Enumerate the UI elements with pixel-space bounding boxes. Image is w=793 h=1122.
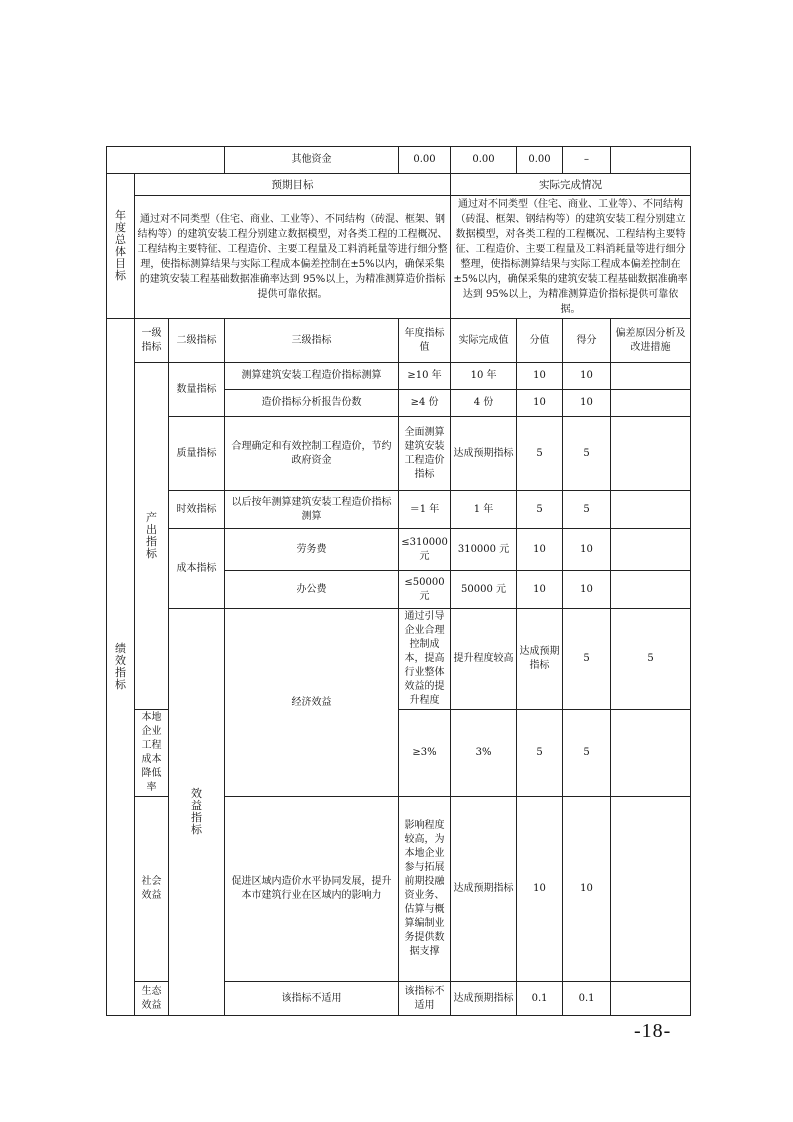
- performance-table: [106, 146, 691, 1016]
- header-level2: 二级指标: [169, 319, 225, 363]
- value-cell: 5: [517, 491, 563, 529]
- performance-section-label: 绩效指标: [107, 319, 135, 1016]
- value-cell: 5: [517, 710, 563, 797]
- actual-completion-text: 通过对不同类型（住宅、商业、工业等）、不同结构（砖混、框架、钢结构等）的建筑安装工程分别建立数据模型，对各类工程的工程概况、工程结构主要特征、工程造价、主要工程量及工料消耗量等进行细分整理，使指标测算结果与实际工程成本偏差控制在±5%以内，确保采集的建筑安装工程基础数据准确率达到 95%以上，为精准测算造价指标提供可靠依据。: [451, 196, 691, 319]
- indicator-header-row: [107, 319, 691, 363]
- level3-cell: 以后按年测算建筑安装工程造价指标测算: [225, 491, 399, 529]
- level3-cell: 劳务费: [225, 529, 399, 571]
- actual-cell: 50000 元: [451, 571, 517, 609]
- level3-cell: 办公费: [225, 571, 399, 609]
- level3-cell: 测算建筑安装工程造价指标测算: [225, 363, 399, 390]
- deviation-cell: [611, 982, 691, 1016]
- value-cell: 10: [517, 363, 563, 390]
- target-cell: 提升程度较高: [451, 609, 517, 710]
- cost-indicator-label: 成本指标: [169, 529, 225, 609]
- actual-cell: 310000 元: [451, 529, 517, 571]
- value-cell: 10: [517, 529, 563, 571]
- annual-goal-header-row: [107, 174, 691, 196]
- deviation-cell: [611, 491, 691, 529]
- actual-completion-header: 实际完成情况: [451, 174, 691, 196]
- target-cell: ≤310000元: [399, 529, 451, 571]
- header-deviation: 偏差原因分析及改进措施: [611, 319, 691, 363]
- level3-cell: 促进区域内造价水平协同发展，提升本市建筑行业在区域内的影响力: [225, 797, 399, 982]
- target-cell: ≥4 份: [399, 390, 451, 417]
- table-row: [107, 491, 691, 529]
- table-row: [107, 609, 691, 710]
- annual-goal-label: 年度总体目标: [107, 174, 135, 319]
- level3-cell: 合理确定和有效控制工程造价，节约政府资金: [225, 417, 399, 491]
- social-benefit-label: 社会效益: [135, 797, 169, 982]
- other-funds-row: [107, 147, 691, 174]
- ecological-benefit-label: 生态效益: [135, 982, 169, 1016]
- target-cell: 该指标不适用: [399, 982, 451, 1016]
- score-cell: 10: [563, 363, 611, 390]
- actual-cell: 3%: [451, 710, 517, 797]
- annual-goal-content-row: [107, 196, 691, 319]
- target-cell: ＝1 年: [399, 491, 451, 529]
- target-cell: 影响程度较高，为本地企业参与拓展前期投融资业务、估算与概算编制业务提供数据支撑: [399, 797, 451, 982]
- header-level3: 三级指标: [225, 319, 399, 363]
- economic-benefit-label: 经济效益: [225, 609, 399, 797]
- score-cell: 0.1: [563, 982, 611, 1016]
- score-cell: 10: [563, 797, 611, 982]
- score-cell: 5: [563, 417, 611, 491]
- value-cell: 5: [517, 417, 563, 491]
- value-cell: 10: [517, 390, 563, 417]
- deviation-cell: [611, 417, 691, 491]
- timeliness-indicator-label: 时效指标: [169, 491, 225, 529]
- score-cell: 10: [563, 529, 611, 571]
- actual-cell: 达成预期指标: [451, 982, 517, 1016]
- deviation-cell: [611, 529, 691, 571]
- score-cell: 5: [611, 609, 691, 710]
- header-annual-target: 年度指标值: [399, 319, 451, 363]
- quality-indicator-label: 质量指标: [169, 417, 225, 491]
- actual-cell: 4 份: [451, 390, 517, 417]
- funds-value-4: –: [563, 147, 611, 174]
- funds-label: 其他资金: [225, 147, 399, 174]
- deviation-cell: [611, 797, 691, 982]
- deviation-cell: [611, 710, 691, 797]
- target-cell: ≤50000元: [399, 571, 451, 609]
- quantity-indicator-label: 数量指标: [169, 363, 225, 417]
- score-cell: 10: [563, 571, 611, 609]
- header-level1: 一级指标: [135, 319, 169, 363]
- actual-cell: 达成预期指标: [517, 609, 563, 710]
- target-cell: ≥3%: [399, 710, 451, 797]
- actual-cell: 达成预期指标: [451, 797, 517, 982]
- funds-value-3: 0.00: [517, 147, 563, 174]
- deviation-cell: [611, 571, 691, 609]
- value-cell: 10: [517, 797, 563, 982]
- target-cell: 全面测算建筑安装工程造价指标: [399, 417, 451, 491]
- header-actual-value: 实际完成值: [451, 319, 517, 363]
- benefit-indicator-label: 效益指标: [169, 609, 225, 1016]
- target-cell: ≥10 年: [399, 363, 451, 390]
- score-cell: 5: [563, 710, 611, 797]
- table-row: [107, 417, 691, 491]
- level3-cell: 通过引导企业合理控制成本，提高行业整体效益的提升程度: [399, 609, 451, 710]
- header-score: 得分: [563, 319, 611, 363]
- level3-cell: 本地企业工程成本降低率: [135, 710, 169, 797]
- value-cell: 0.1: [517, 982, 563, 1016]
- output-indicator-label: 产出指标: [135, 363, 169, 710]
- deviation-cell: [611, 390, 691, 417]
- funds-value-2: 0.00: [451, 147, 517, 174]
- level3-cell: 该指标不适用: [225, 982, 399, 1016]
- expected-goal-header: 预期目标: [135, 174, 451, 196]
- level3-cell: 造价指标分析报告份数: [225, 390, 399, 417]
- score-cell: 10: [563, 390, 611, 417]
- header-score-value: 分值: [517, 319, 563, 363]
- actual-cell: 达成预期指标: [451, 417, 517, 491]
- value-cell: 5: [563, 609, 611, 710]
- value-cell: 10: [517, 571, 563, 609]
- table-row: [107, 363, 691, 390]
- page-number: -18-: [634, 1020, 672, 1042]
- actual-cell: 1 年: [451, 491, 517, 529]
- funds-value-1: 0.00: [399, 147, 451, 174]
- expected-goal-text: 通过对不同类型（住宅、商业、工业等）、不同结构（砖混、框架、钢结构等）的建筑安装工程分别建立数据模型，对各类工程的工程概况、工程结构主要特征、工程造价、主要工程量及工料消耗量等进行细分整理，使指标测算结果与实际工程成本偏差控制在±5%以内，确保采集的建筑安装工程基础数据准确率达到 95%以上，为精准测算造价指标提供可靠依据。: [135, 196, 451, 319]
- table-row: [107, 529, 691, 571]
- deviation-cell: [611, 363, 691, 390]
- funds-value-5: [611, 147, 691, 174]
- actual-cell: 10 年: [451, 363, 517, 390]
- funds-blank-cell: [107, 147, 225, 174]
- score-cell: 5: [563, 491, 611, 529]
